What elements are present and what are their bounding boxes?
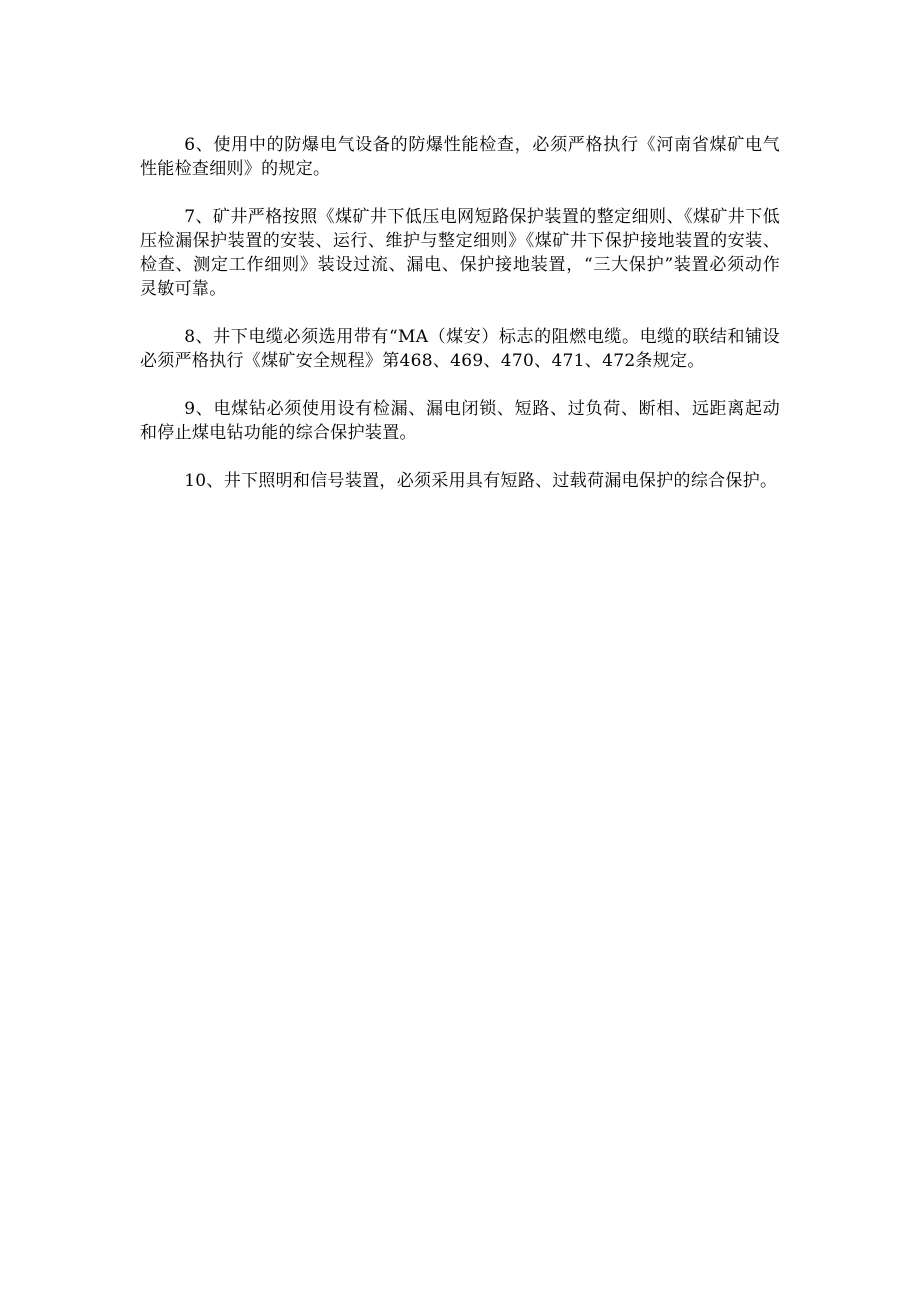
paragraph-item-7: 7、矿井严格按照《煤矿井下低压电网短路保护装置的整定细则、《煤矿井下低压检漏保护装置的安装、运行、维护与整定细则》《煤矿井下保护接地装置的安装、检查、测定工作细则》装设过流、漏电、保护接地装置，“三大保护”装置必须动作灵敏可靠。: [140, 207, 780, 299]
paragraph-item-8: 8、井下电缆必须选用带有“MA（煤安）标志的阻燃电缆。电缆的联结和铺设必须严格执行《煤矿安全规程》第468、469、470、471、472条规定。: [140, 327, 780, 371]
paragraph-item-6: 6、使用中的防爆电气设备的防爆性能检查，必须严格执行《河南省煤矿电气性能检查细则》的规定。: [140, 135, 780, 179]
paragraph-item-10: 10、井下照明和信号装置，必须采用具有短路、过载荷漏电保护的综合保护。: [184, 471, 778, 491]
document-body: [140, 133, 780, 517]
paragraph-item-9: 9、电煤钻必须使用设有检漏、漏电闭锁、短路、过负荷、断相、远距离起动和停止煤电钻功能的综合保护装置。: [140, 399, 780, 443]
